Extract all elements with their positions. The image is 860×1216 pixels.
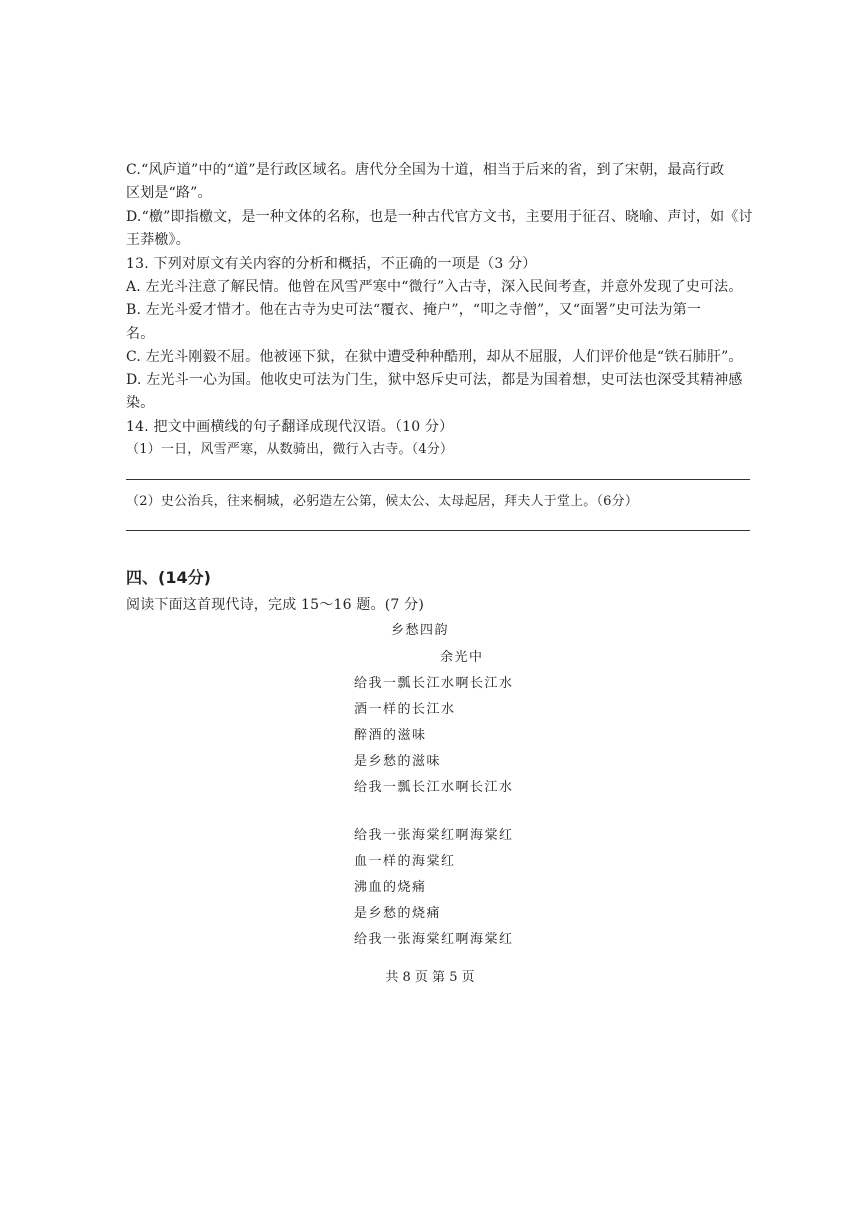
q13-option-b-line2: 名。 bbox=[126, 326, 155, 342]
q13-option-c: C. 左光斗刚毅不屈。他被诬下狱，在狱中遭受种种酷刑，却从不屈服，人们评价他是“铁石肺肝”。 bbox=[126, 349, 743, 365]
q12-option-d-line2: 王莽檄》。 bbox=[126, 232, 190, 248]
q14-sentence-2: （2）史公治兵，往来桐城，必躬造左公第，候太公、太母起居，拜夫人于堂上。（6分） bbox=[126, 494, 639, 509]
poem-line: 沸血的烧痛 bbox=[354, 880, 427, 895]
q13-option-d-line2: 染。 bbox=[126, 395, 155, 411]
q13-option-a: A. 左光斗注意了解民情。他曾在风雪严寒中“微行”入古寺，深入民间考查，并意外发现了史可法。 bbox=[126, 279, 743, 295]
poem-line: 给我一瓢长江水啊长江水 bbox=[354, 780, 514, 795]
poem-line: 血一样的海棠红 bbox=[354, 854, 456, 869]
q12-option-c-line1: C.“风庐道”中的“道”是行政区域名。唐代分全国为十道，相当于后来的省，到了宋朝，最高行政 bbox=[126, 162, 725, 178]
q14-stem: 14. 把文中画横线的句子翻译成现代汉语。（10 分） bbox=[126, 419, 454, 435]
poem-line: 是乡愁的烧痛 bbox=[354, 906, 442, 921]
q14-sentence-1: （1）一日，风雪严寒，从数骑出，微行入古寺。（4分） bbox=[126, 442, 454, 457]
answer-line-2[interactable] bbox=[126, 530, 750, 531]
poem-line: 酒一样的长江水 bbox=[354, 702, 456, 717]
poem-line: 是乡愁的滋味 bbox=[354, 754, 442, 769]
poem-line: 给我一瓢长江水啊长江水 bbox=[354, 676, 514, 691]
poem-line: 给我一张海棠红啊海棠红 bbox=[354, 828, 514, 843]
q12-option-d-line1: D.“檄”即指檄文，是一种文体的名称，也是一种古代官方文书，主要用于征召、晓喻、声讨，如《讨 bbox=[126, 209, 753, 225]
section-heading: 四、(14分) bbox=[126, 568, 211, 587]
q13-option-d-line1: D. 左光斗一心为国。他收史可法为门生，狱中怒斥史可法，都是为国着想，史可法也深受其精神感 bbox=[126, 372, 743, 388]
poem-line: 给我一张海棠红啊海棠红 bbox=[354, 932, 514, 947]
poem-line: 醉酒的滋味 bbox=[354, 728, 427, 743]
q12-option-c-line2: 区划是“路”。 bbox=[126, 185, 212, 201]
answer-line-1[interactable] bbox=[126, 479, 750, 480]
section-intro: 阅读下面这首现代诗，完成 15～16 题。(7 分) bbox=[126, 597, 425, 613]
q13-option-b-line1: B. 左光斗爱才惜才。他在古寺为史可法“覆衣、掩户”，“叩之寺僧”，又“面署”史可法为第一 bbox=[126, 302, 702, 318]
poem-author: 余光中 bbox=[440, 650, 484, 665]
page-number: 共 8 页 第 5 页 bbox=[385, 970, 475, 985]
poem-title: 乡愁四韵 bbox=[391, 623, 450, 638]
q13-stem: 13. 下列对原文有关内容的分析和概括，不正确的一项是（3 分） bbox=[126, 256, 537, 272]
